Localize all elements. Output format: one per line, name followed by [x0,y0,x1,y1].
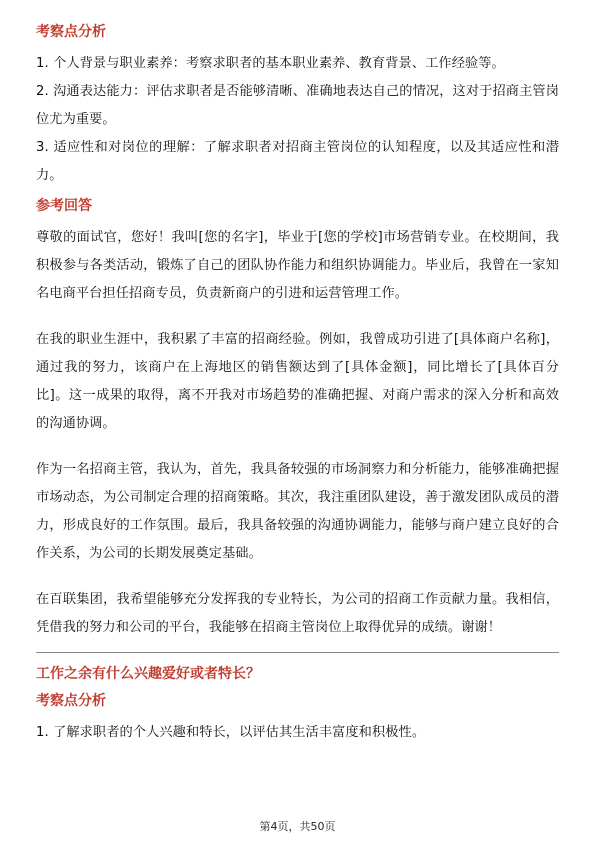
answer-paragraph-4: 在百联集团，我希望能够充分发挥我的专业特长，为公司的招商工作贡献力量。我相信，凭借我的努力和公司的平台，我能够在招商主管岗位上取得优异的成绩。谢谢！ [36,592,559,635]
question-heading: 工作之余有什么兴趣爱好或者特长？ [36,666,260,682]
answer-paragraph-1: 尊敬的面试官，您好！我叫[您的名字]，毕业于[您的学校]市场营销专业。在校期间，我积极参与各类活动，锻炼了自己的团队协作能力和组织协调能力。毕业后，我曾在一家知名电商平台担任招商专员，负责新商户的引进和运营管理工作。 [36,230,559,301]
section-title-analysis-2: 考察点分析 [36,693,106,709]
section-divider [36,652,559,653]
answer-paragraph-3: 作为一名招商主管，我认为，首先，我具备较强的市场洞察力和分析能力，能够准确把握市场动态，为公司制定合理的招商策略。其次，我注重团队建设，善于激发团队成员的潜力，形成良好的工作氛围。最后，我具备较强的沟通协调能力，能够与商户建立良好的合作关系，为公司的长期发展奠定基础。 [36,462,559,561]
page-number-footer: 第4页，共50页 [259,820,336,833]
analysis-item-2: 2. 沟通表达能力：评估求职者是否能够清晰、准确地表达自己的情况，这对于招商主管岗位尤为重要。 [36,84,559,127]
analysis-item-3: 3. 适应性和对岗位的理解：了解求职者对招商主管岗位的认知程度，以及其适应性和潜力。 [36,140,559,183]
answer-paragraph-2: 在我的职业生涯中，我积累了丰富的招商经验。例如，我曾成功引进了[具体商户名称]，通过我的努力，该商户在上海地区的销售额达到了[具体金额]，同比增长了[具体百分比]。这一成果的取得，离不开我对市场趋势的准确把握、对商户需求的深入分析和高效的沟通协调。 [36,332,559,431]
analysis-item-1: 1. 个人背景与职业素养：考察求职者的基本职业素养、教育背景、工作经验等。 [36,56,505,71]
analysis2-item-1: 1. 了解求职者的个人兴趣和特长，以评估其生活丰富度和积极性。 [36,725,426,740]
section-title-reference-answer: 参考回答 [36,198,92,214]
section-title-analysis: 考察点分析 [36,24,106,40]
